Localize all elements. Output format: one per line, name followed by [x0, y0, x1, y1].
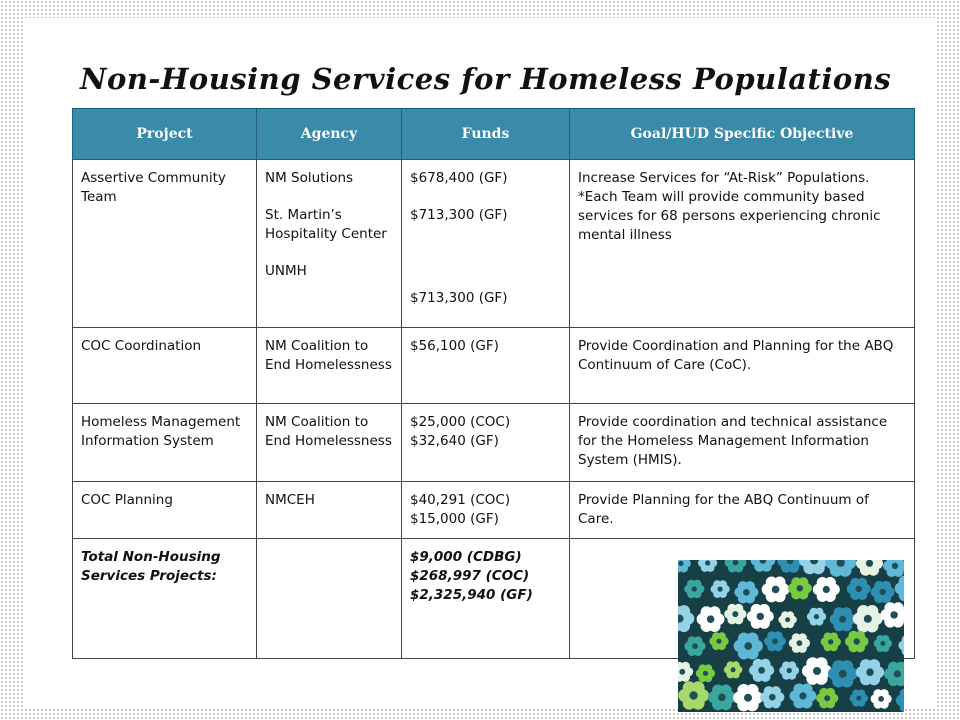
project-cell	[73, 328, 257, 404]
agency-cell	[257, 160, 402, 328]
project-name: Assertive Community Team	[81, 170, 226, 205]
agency-name: NM Coalition to End Homelessness	[265, 414, 392, 449]
fund-amount: $32,640 (GF)	[410, 432, 499, 449]
agency-name: NM Solutions	[265, 170, 354, 186]
table-row	[73, 160, 915, 328]
goal-cell	[570, 328, 915, 404]
goal-cell	[570, 404, 915, 482]
total-label: Total Non-Housing Services Projects:	[81, 548, 221, 584]
header-goal: Goal/HUD Specific Objective	[570, 109, 915, 160]
goal-cell	[570, 160, 915, 328]
project-cell	[73, 160, 257, 328]
fund-total: $9,000 (CDBG)	[410, 548, 522, 565]
project-cell	[73, 404, 257, 482]
table-row	[73, 404, 915, 482]
slide-title: Non-Housing Services for Homeless Populations	[80, 62, 892, 96]
funds-cell	[402, 404, 570, 482]
fund-amount: $678,400 (GF)	[410, 170, 508, 186]
agency-cell	[257, 404, 402, 482]
funds-cell	[402, 538, 570, 658]
project-cell	[73, 538, 257, 658]
agency-name: UNMH	[265, 262, 307, 279]
header-funds: Funds	[402, 109, 570, 160]
agency-cell	[257, 328, 402, 404]
project-name: COC Coordination	[81, 338, 202, 354]
header-agency: Agency	[257, 109, 402, 160]
goal-text: Provide Coordination and Planning for the ABQ Continuum of Care (CoC).	[578, 338, 894, 373]
table-header-row	[73, 109, 915, 160]
fund-amount: $56,100 (GF)	[410, 338, 499, 354]
project-name: COC Planning	[81, 492, 173, 508]
fund-total: $2,325,940 (GF)	[410, 586, 533, 603]
funds-cell	[402, 482, 570, 539]
goal-text: Provide Planning for the ABQ Continuum of Care.	[578, 492, 869, 527]
table-row	[73, 482, 915, 539]
header-project: Project	[73, 109, 257, 160]
goal-text: Increase Services for “At-Risk” Populations.	[578, 170, 870, 186]
fund-amount: $40,291 (COC)	[410, 492, 511, 508]
agency-name: St. Martin’s Hospitality Center	[265, 206, 387, 242]
agency-name: NMCEH	[265, 492, 315, 508]
table-row	[73, 328, 915, 404]
flower-pattern-image	[678, 560, 904, 712]
agency-name: NM Coalition to End Homelessness	[265, 338, 392, 373]
project-name: Homeless Management Information System	[81, 414, 241, 449]
goal-text: Provide coordination and technical assistance for the Homeless Management Information System (HMIS).	[578, 414, 888, 468]
agency-cell	[257, 482, 402, 539]
goal-cell	[570, 482, 915, 539]
goal-text: *Each Team will provide community based services for 68 persons experiencing chronic mental illness	[578, 188, 881, 243]
project-cell	[73, 482, 257, 539]
fund-total: $268,997 (COC)	[410, 567, 530, 584]
agency-cell	[257, 538, 402, 658]
fund-amount: $15,000 (GF)	[410, 510, 499, 527]
fund-amount: $713,300 (GF)	[410, 206, 508, 223]
funds-cell	[402, 160, 570, 328]
fund-amount: $25,000 (COC)	[410, 414, 511, 430]
fund-amount: $713,300 (GF)	[410, 289, 508, 306]
funds-cell	[402, 328, 570, 404]
